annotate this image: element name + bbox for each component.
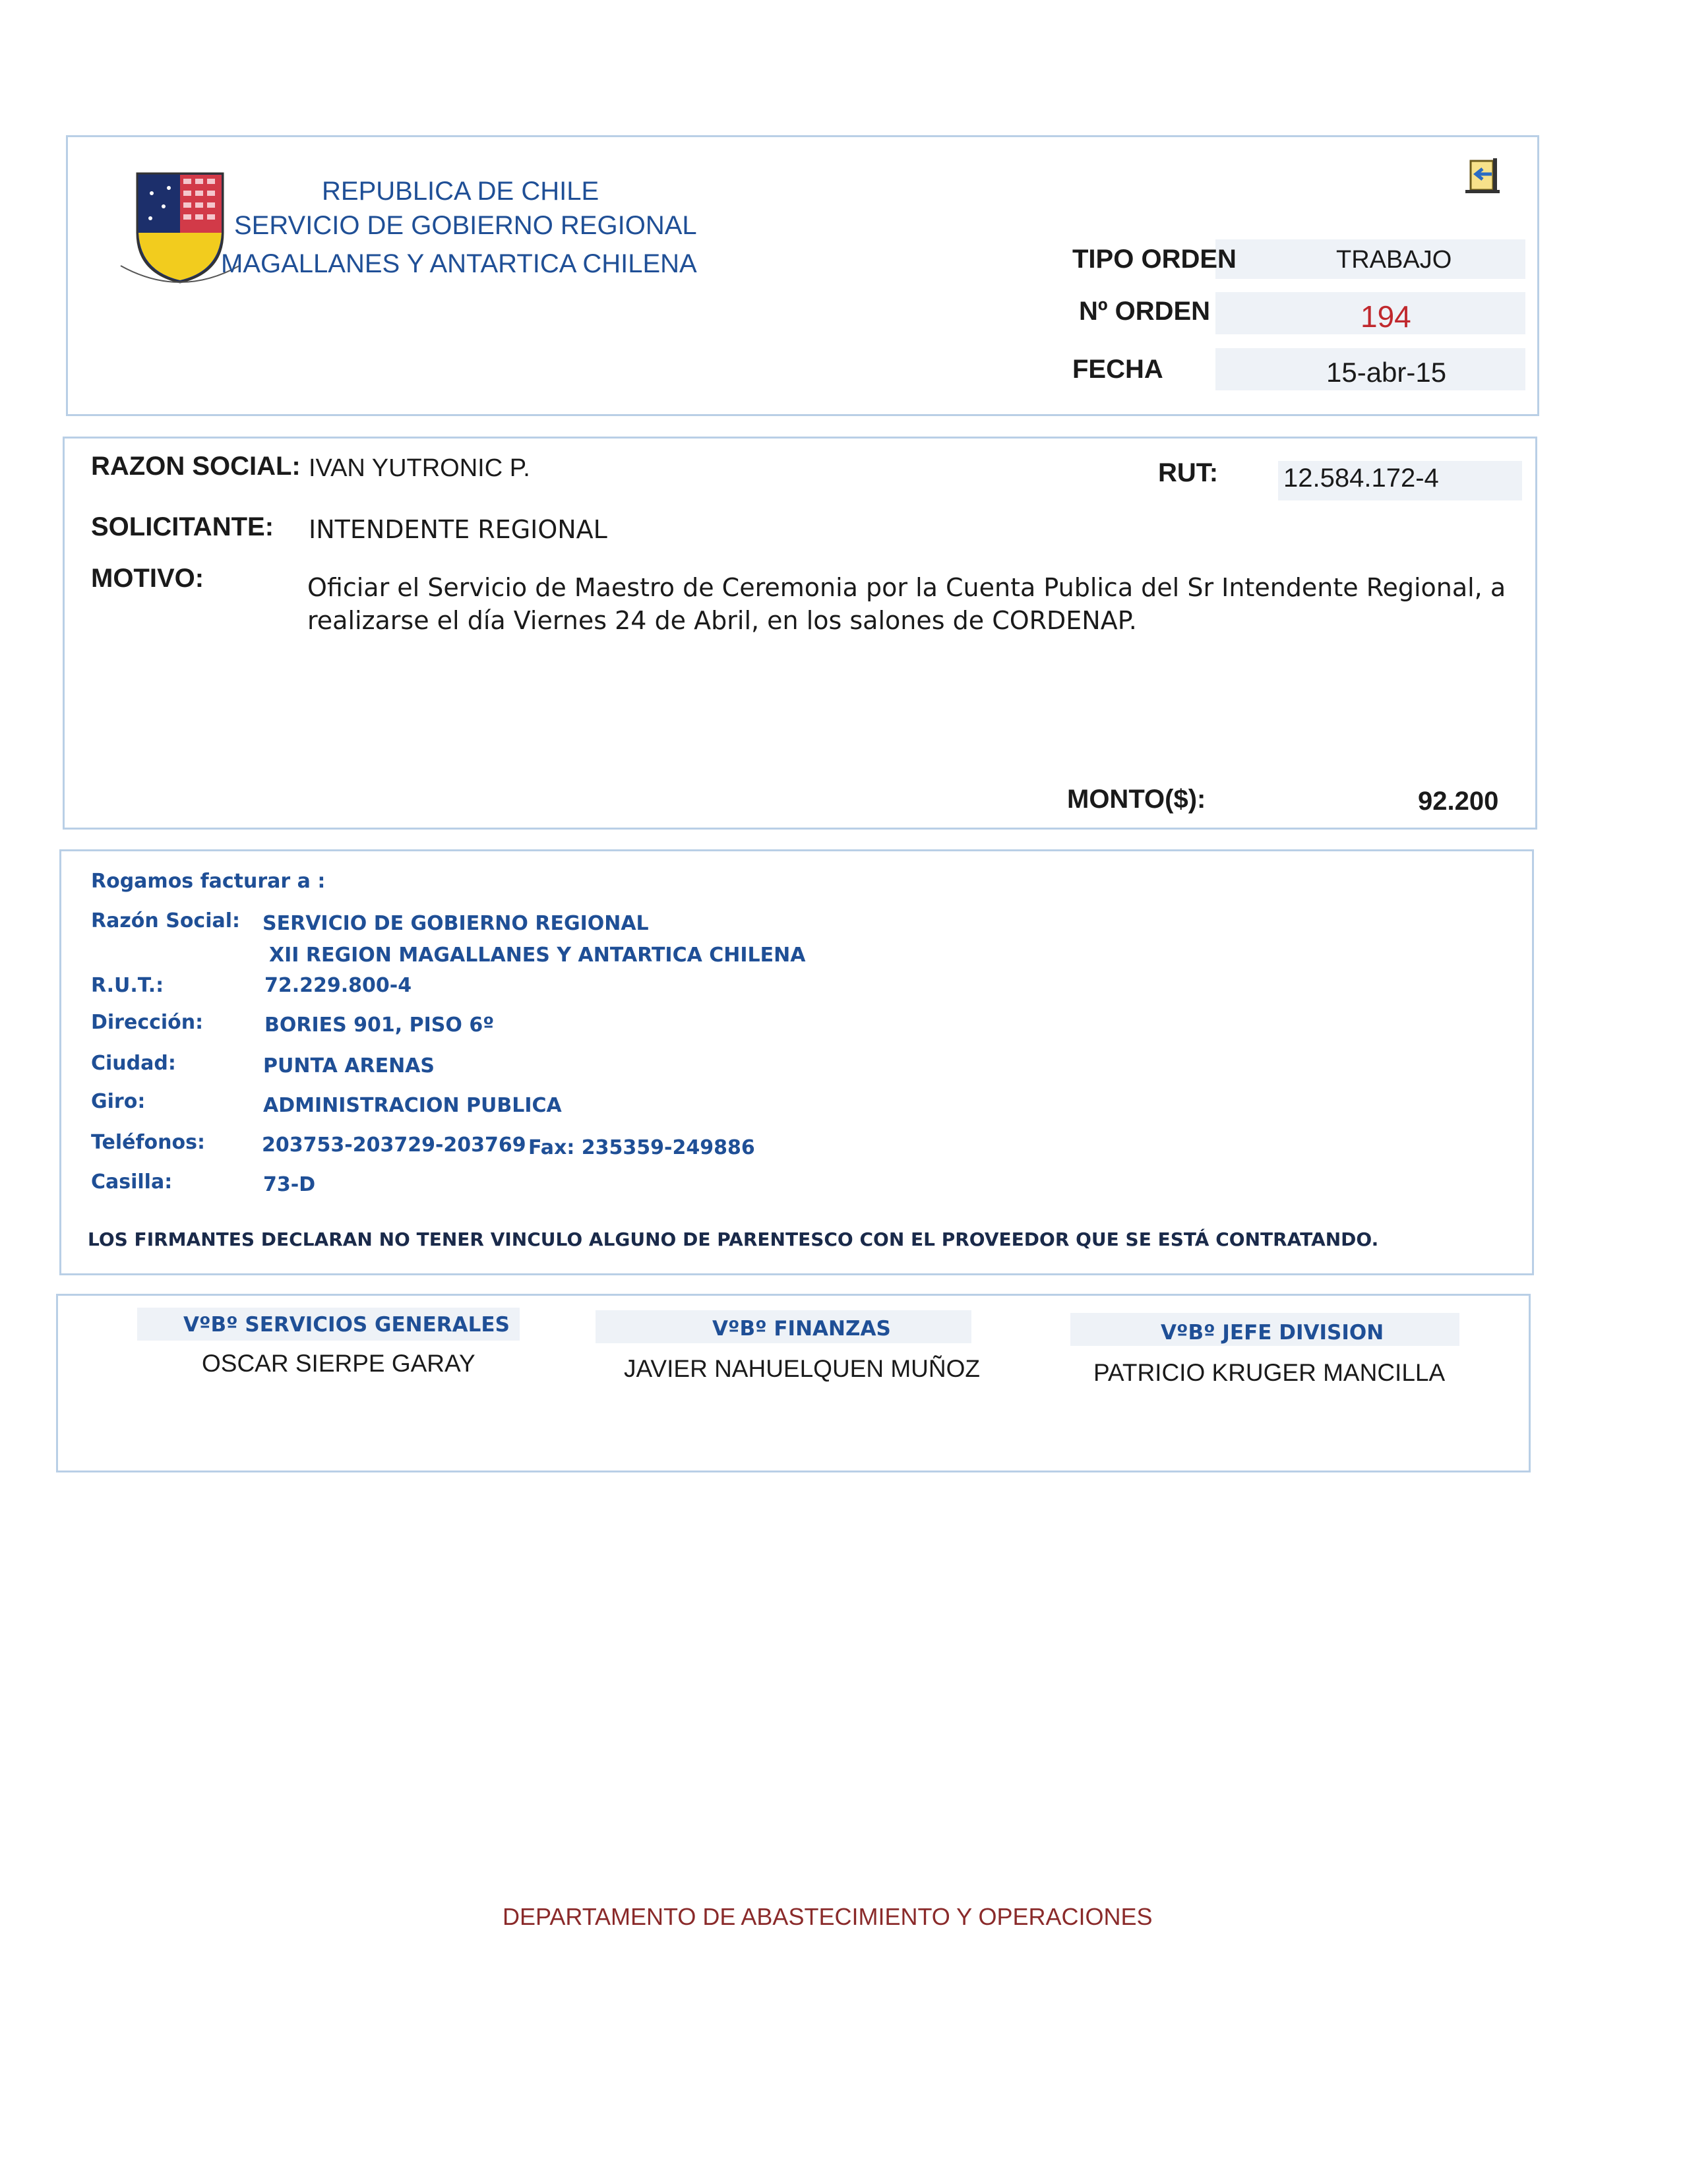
billing-title: Rogamos facturar a : [91, 870, 326, 893]
billing-ciudad-label: Ciudad: [91, 1052, 176, 1075]
billing-declaration: LOS FIRMANTES DECLARAN NO TENER VINCULO ALGUNO DE PARENTESCO CON EL PROVEEDOR QUE SE ESTÁ CONTRATANDO. [88, 1228, 1379, 1250]
signature-title-servicios: VºBº SERVICIOS GENERALES [183, 1313, 510, 1337]
signature-name-finanzas: JAVIER NAHUELQUEN MUÑOZ [624, 1355, 980, 1382]
billing-casilla-value: 73-D [263, 1173, 316, 1196]
billing-ciudad-value: PUNTA ARENAS [263, 1054, 435, 1077]
billing-razon-line2: XII REGION MAGALLANES Y ANTARTICA CHILENA [269, 944, 806, 967]
tipo-orden-value: TRABAJO [1336, 246, 1452, 274]
tipo-orden-label: TIPO ORDEN [1072, 245, 1237, 274]
billing-razon-line1: SERVICIO DE GOBIERNO REGIONAL [262, 912, 649, 935]
billing-rut-value: 72.229.800-4 [264, 974, 412, 997]
exit-door-icon[interactable] [1463, 156, 1502, 195]
billing-giro-label: Giro: [91, 1090, 146, 1113]
monto-label: MONTO($): [1067, 785, 1206, 814]
motivo-line2: realizarse el día Viernes 24 de Abril, en los salones de CORDENAP. [307, 606, 1137, 635]
billing-rut-label: R.U.T.: [91, 974, 164, 997]
rut-label: RUT: [1158, 458, 1219, 487]
fecha-label: FECHA [1072, 355, 1163, 384]
solicitante-label: SOLICITANTE: [91, 512, 274, 541]
billing-telefonos-label: Teléfonos: [91, 1131, 205, 1154]
motivo-label: MOTIVO: [91, 564, 204, 593]
signature-name-servicios: OSCAR SIERPE GARAY [202, 1350, 475, 1377]
signatures-box [56, 1294, 1531, 1472]
header-line1: REPUBLICA DE CHILE [322, 177, 599, 206]
signature-title-finanzas: VºBº FINANZAS [712, 1317, 891, 1341]
signature-title-jefe: VºBº JEFE DIVISION [1161, 1321, 1384, 1345]
footer-department: DEPARTAMENTO DE ABASTECIMIENTO Y OPERACIONES [503, 1903, 1153, 1930]
billing-direccion-value: BORIES 901, PISO 6º [264, 1014, 495, 1037]
header-box [66, 135, 1539, 416]
razon-social-label: RAZON SOCIAL: [91, 452, 301, 481]
motivo-line1: Oficiar el Servicio de Maestro de Ceremonia por la Cuenta Publica del Sr Intendente Regional, a [307, 573, 1506, 602]
billing-fax-value: Fax: 235359-249886 [528, 1136, 755, 1159]
billing-box [59, 849, 1534, 1275]
billing-casilla-label: Casilla: [91, 1170, 173, 1194]
n-orden-label: Nº ORDEN [1079, 297, 1211, 326]
fecha-value: 15-abr-15 [1326, 357, 1447, 388]
billing-razon-label: Razón Social: [91, 909, 241, 932]
order-box [63, 437, 1537, 830]
header-line2: SERVICIO DE GOBIERNO REGIONAL [234, 211, 697, 240]
signature-name-jefe: PATRICIO KRUGER MANCILLA [1093, 1359, 1446, 1386]
n-orden-value: 194 [1361, 299, 1411, 334]
monto-value: 92.200 [1418, 787, 1499, 816]
razon-social-value: IVAN YUTRONIC P. [309, 454, 530, 482]
rut-value: 12.584.172-4 [1283, 464, 1439, 493]
billing-telefonos-value: 203753-203729-203769 [262, 1134, 526, 1157]
billing-giro-value: ADMINISTRACION PUBLICA [263, 1094, 562, 1117]
billing-direccion-label: Dirección: [91, 1011, 204, 1034]
solicitante-value: INTENDENTE REGIONAL [309, 515, 607, 544]
header-line3: MAGALLANES Y ANTARTICA CHILENA [221, 249, 697, 278]
